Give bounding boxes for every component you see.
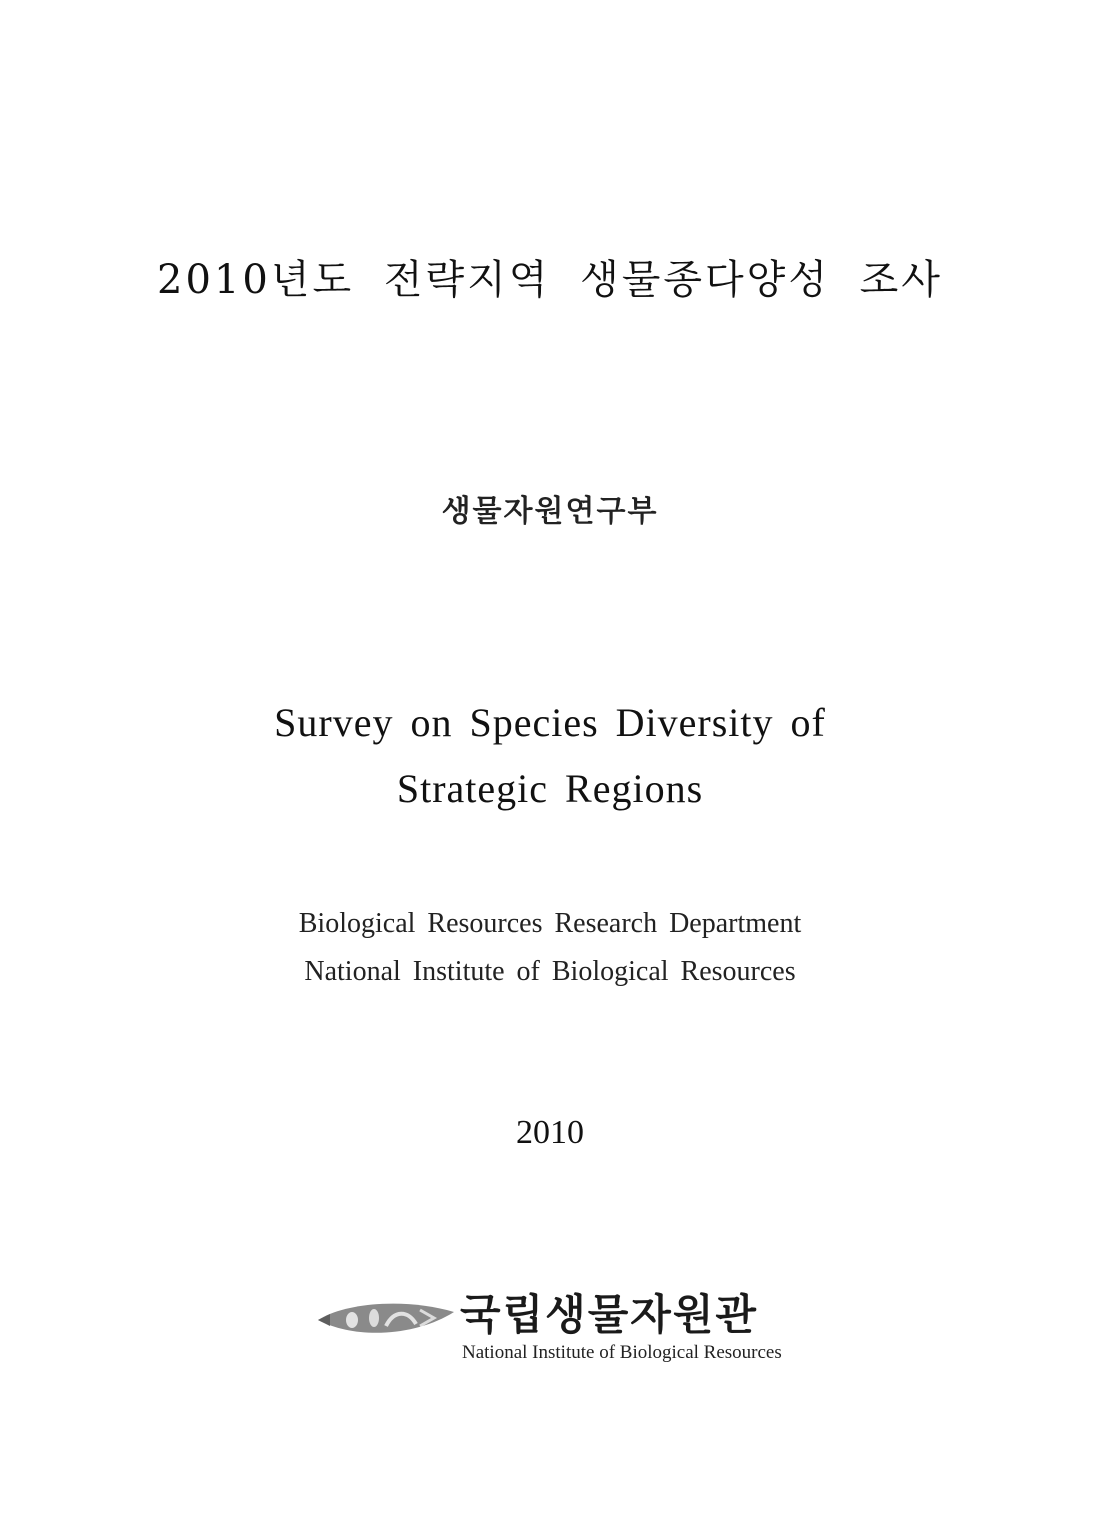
organization-english bbox=[0, 900, 1100, 996]
title-en-line-1: Survey on Species Diversity of bbox=[274, 700, 826, 745]
title-en-line-2: Strategic Regions bbox=[396, 766, 704, 811]
document-title-korean: 2010년도 전략지역 생물종다양성 조사 bbox=[157, 257, 943, 303]
institute-logo bbox=[316, 1282, 796, 1382]
logo-name-korean: 국립생물자원관 bbox=[460, 1290, 759, 1339]
institute-english: National Institute of Biological Resources bbox=[304, 956, 796, 987]
leaf-emblem-icon bbox=[316, 1296, 456, 1340]
logo-name-english: National Institute of Biological Resources bbox=[462, 1342, 782, 1363]
department-english: Biological Resources Research Department bbox=[298, 908, 802, 939]
department-korean: 생물자원연구부 bbox=[441, 494, 659, 529]
document-title-english bbox=[0, 690, 1100, 822]
publication-year: 2010 bbox=[516, 1114, 584, 1151]
